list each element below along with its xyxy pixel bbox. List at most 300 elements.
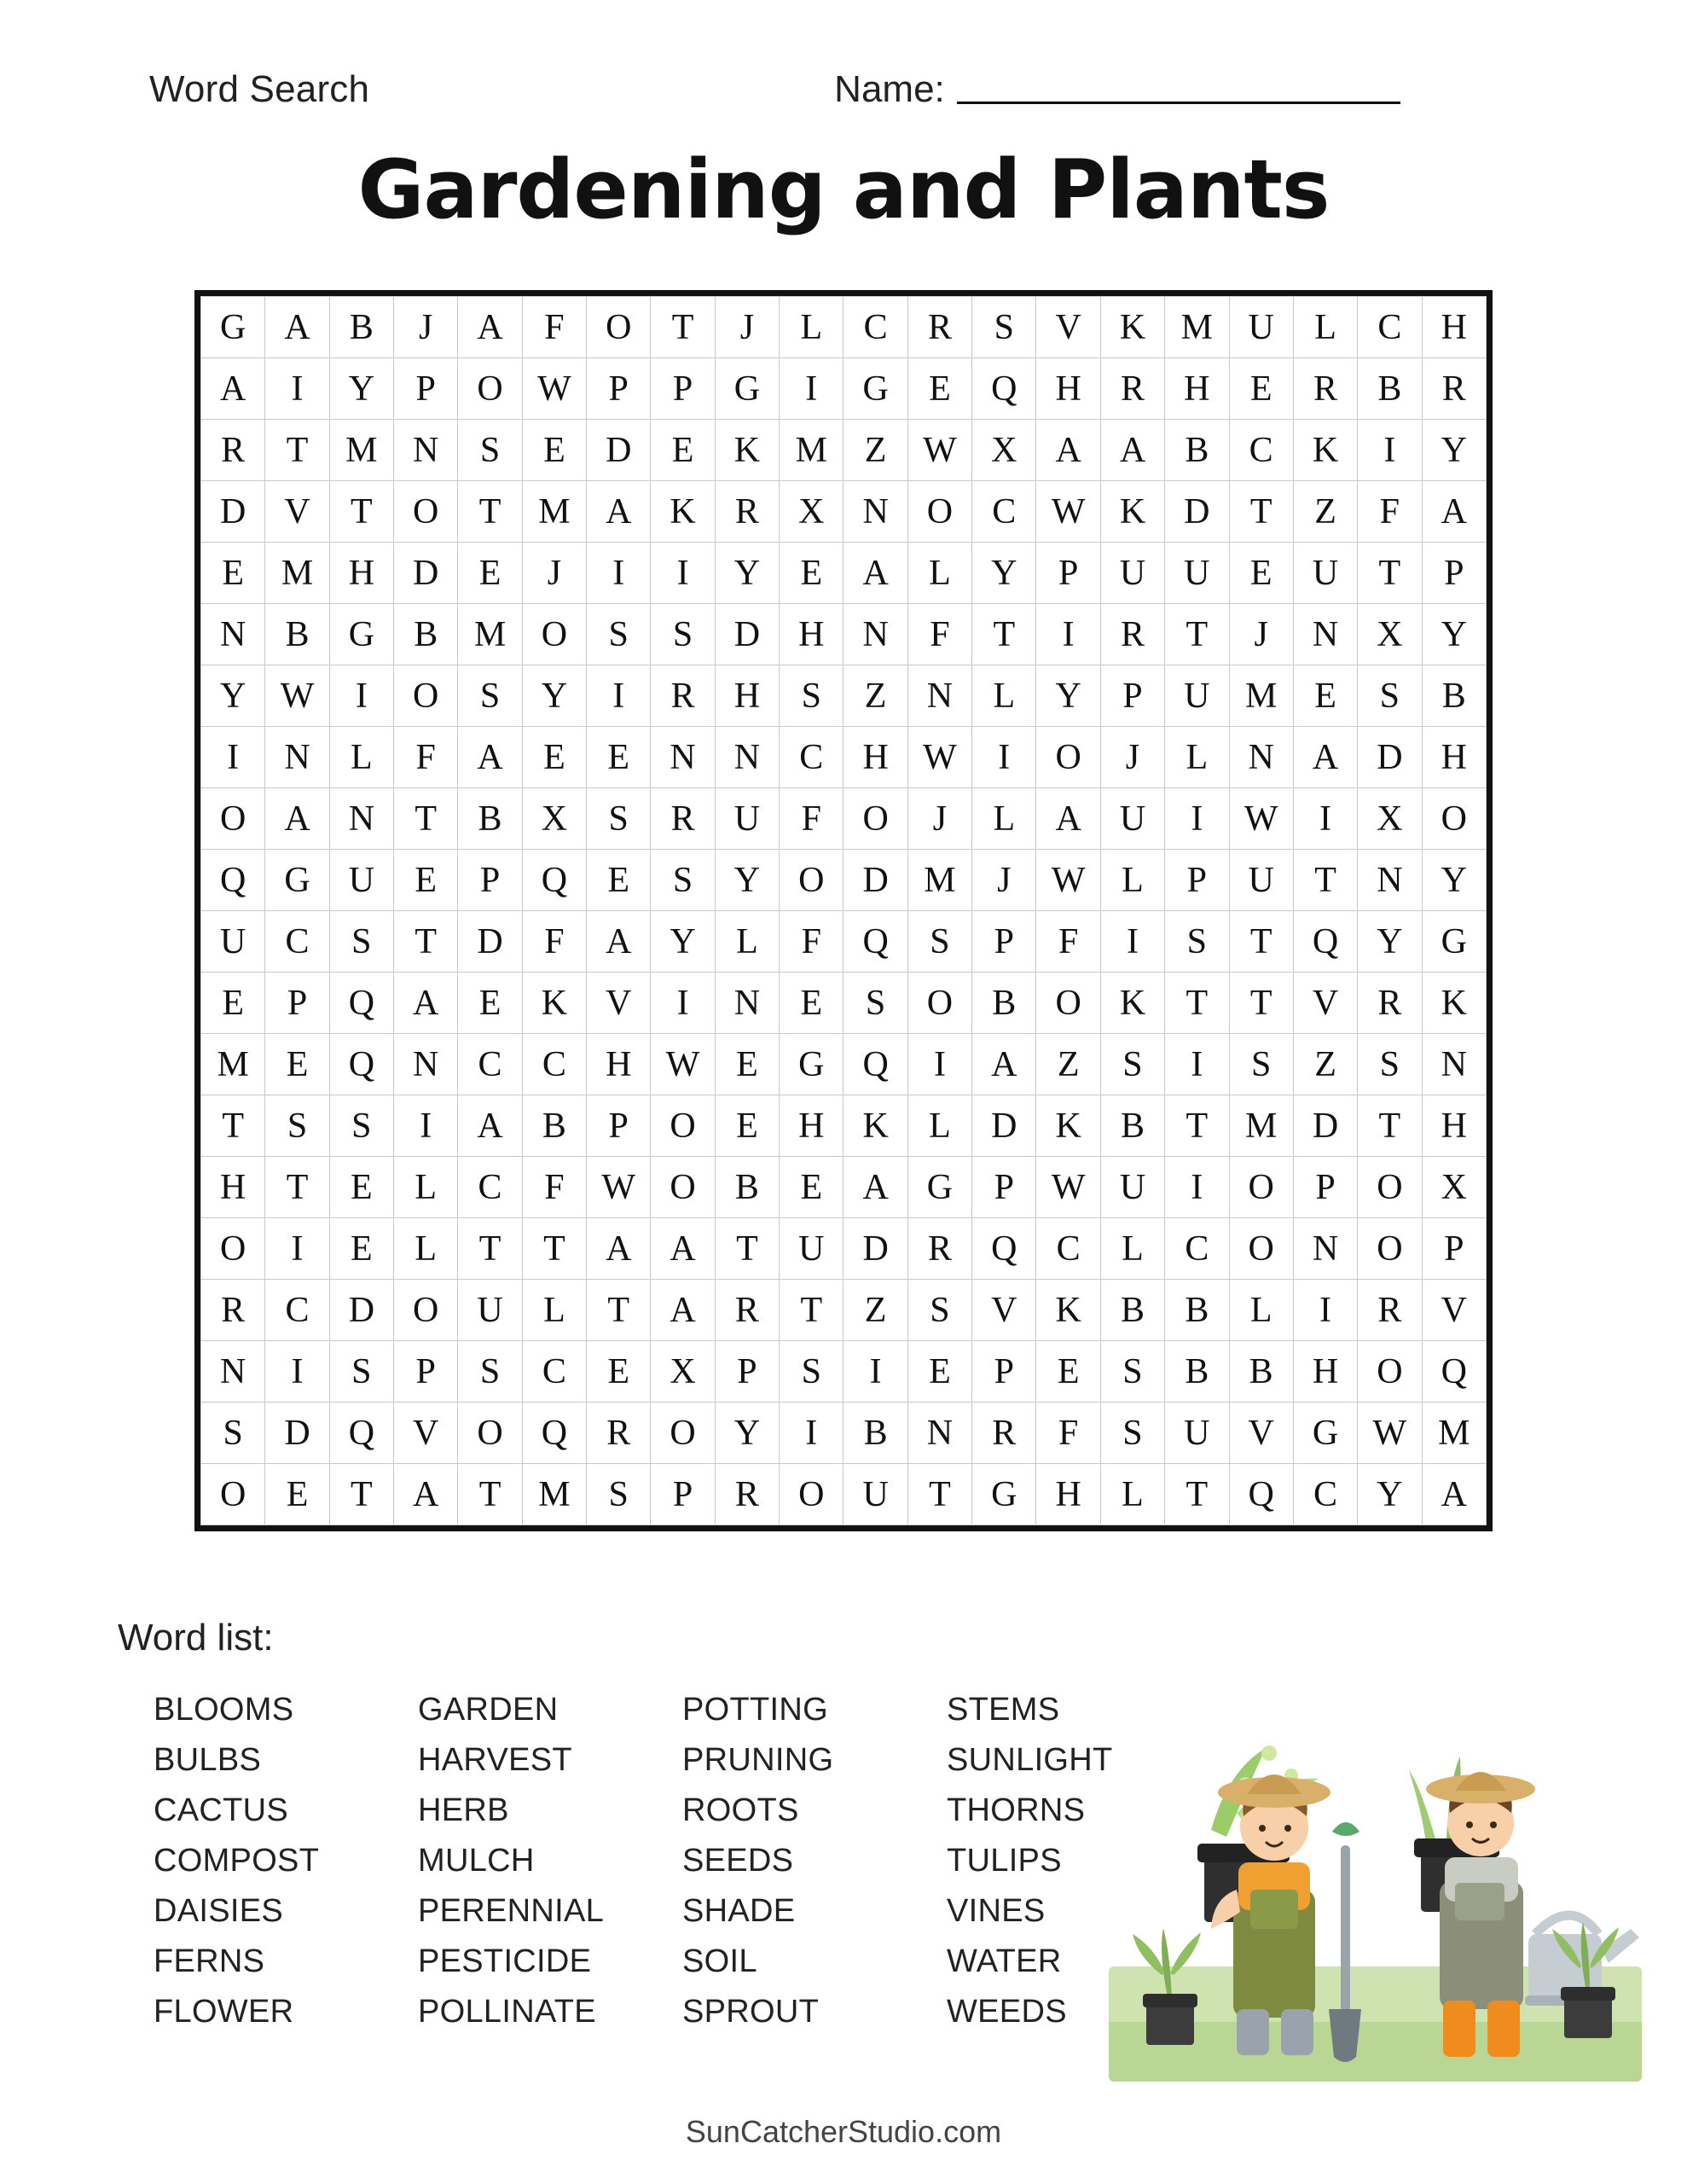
word-list-item[interactable]: FERNS <box>154 1943 265 1979</box>
grid-cell[interactable]: C <box>780 727 844 788</box>
grid-cell[interactable]: V <box>972 1280 1036 1341</box>
grid-cell[interactable]: W <box>1358 1403 1422 1464</box>
grid-cell[interactable]: Z <box>844 1280 907 1341</box>
grid-cell[interactable]: D <box>844 1218 907 1280</box>
grid-cell[interactable]: Y <box>329 358 393 420</box>
grid-cell[interactable]: T <box>651 297 715 358</box>
grid-cell[interactable]: L <box>780 297 844 358</box>
grid-cell[interactable]: T <box>458 1464 522 1525</box>
grid-cell[interactable]: W <box>587 1157 651 1218</box>
grid-cell[interactable]: I <box>394 1095 458 1157</box>
grid-cell[interactable]: O <box>522 604 586 665</box>
grid-cell[interactable]: F <box>1036 1403 1100 1464</box>
grid-cell[interactable]: S <box>587 1464 651 1525</box>
grid-cell[interactable]: S <box>1358 1034 1422 1095</box>
grid-cell[interactable]: C <box>1036 1218 1100 1280</box>
grid-cell[interactable]: M <box>1165 297 1229 358</box>
word-list-item[interactable]: STEMS <box>947 1692 1060 1728</box>
grid-cell[interactable]: P <box>651 358 715 420</box>
grid-cell[interactable]: B <box>1165 420 1229 481</box>
grid-cell[interactable]: D <box>329 1280 393 1341</box>
grid-cell[interactable]: D <box>265 1403 329 1464</box>
grid-cell[interactable]: E <box>201 543 265 604</box>
grid-cell[interactable]: E <box>265 1464 329 1525</box>
grid-cell[interactable]: V <box>1229 1403 1293 1464</box>
grid-cell[interactable]: V <box>1036 297 1100 358</box>
grid-cell[interactable]: A <box>1036 788 1100 850</box>
grid-cell[interactable]: B <box>265 604 329 665</box>
grid-cell[interactable]: Q <box>1229 1464 1293 1525</box>
grid-cell[interactable]: A <box>587 1218 651 1280</box>
grid-cell[interactable]: T <box>458 1218 522 1280</box>
grid-cell[interactable]: W <box>651 1034 715 1095</box>
grid-cell[interactable]: A <box>1422 1464 1486 1525</box>
grid-cell[interactable]: O <box>1358 1218 1422 1280</box>
grid-cell[interactable]: Q <box>1422 1341 1486 1403</box>
word-list-item[interactable]: WATER <box>947 1943 1062 1979</box>
grid-cell[interactable]: V <box>1293 973 1357 1034</box>
grid-cell[interactable]: T <box>1358 1095 1422 1157</box>
grid-cell[interactable]: H <box>715 665 779 727</box>
grid-cell[interactable]: H <box>587 1034 651 1095</box>
grid-cell[interactable]: D <box>458 911 522 973</box>
grid-cell[interactable]: R <box>1100 604 1164 665</box>
grid-cell[interactable]: T <box>394 911 458 973</box>
grid-cell[interactable]: W <box>1036 481 1100 543</box>
grid-cell[interactable]: N <box>844 481 907 543</box>
grid-cell[interactable]: O <box>844 788 907 850</box>
word-list-item[interactable]: SUNLIGHT <box>947 1742 1113 1778</box>
grid-cell[interactable]: I <box>201 727 265 788</box>
grid-cell[interactable]: P <box>265 973 329 1034</box>
grid-cell[interactable]: C <box>1358 297 1422 358</box>
grid-cell[interactable]: I <box>1293 788 1357 850</box>
grid-cell[interactable]: K <box>715 420 779 481</box>
grid-cell[interactable]: E <box>329 1218 393 1280</box>
grid-cell[interactable]: B <box>394 604 458 665</box>
grid-cell[interactable]: B <box>1100 1280 1164 1341</box>
grid-cell[interactable]: W <box>907 727 971 788</box>
grid-cell[interactable]: O <box>907 481 971 543</box>
word-list-item[interactable]: SPROUT <box>682 1994 820 2030</box>
grid-cell[interactable]: E <box>394 850 458 911</box>
grid-cell[interactable]: Y <box>1422 604 1486 665</box>
grid-cell[interactable]: T <box>201 1095 265 1157</box>
grid-cell[interactable]: D <box>1165 481 1229 543</box>
grid-cell[interactable]: F <box>780 788 844 850</box>
grid-cell[interactable]: B <box>1100 1095 1164 1157</box>
grid-cell[interactable]: L <box>907 543 971 604</box>
grid-cell[interactable]: O <box>651 1403 715 1464</box>
grid-cell[interactable]: N <box>1358 850 1422 911</box>
grid-cell[interactable]: I <box>1165 1034 1229 1095</box>
grid-cell[interactable]: N <box>715 973 779 1034</box>
grid-cell[interactable]: G <box>844 358 907 420</box>
grid-cell[interactable]: S <box>1100 1034 1164 1095</box>
grid-cell[interactable]: M <box>458 604 522 665</box>
grid-cell[interactable]: E <box>522 727 586 788</box>
grid-cell[interactable]: Q <box>1293 911 1357 973</box>
grid-cell[interactable]: Q <box>972 358 1036 420</box>
grid-cell[interactable]: X <box>1358 788 1422 850</box>
grid-cell[interactable]: X <box>1358 604 1422 665</box>
word-list-item[interactable]: CACTUS <box>154 1792 289 1828</box>
grid-cell[interactable]: A <box>972 1034 1036 1095</box>
grid-cell[interactable]: B <box>844 1403 907 1464</box>
grid-cell[interactable]: H <box>1422 297 1486 358</box>
grid-cell[interactable]: T <box>1229 481 1293 543</box>
grid-cell[interactable]: B <box>522 1095 586 1157</box>
grid-cell[interactable]: I <box>780 1403 844 1464</box>
grid-cell[interactable]: T <box>329 1464 393 1525</box>
grid-cell[interactable]: X <box>522 788 586 850</box>
grid-cell[interactable]: J <box>972 850 1036 911</box>
grid-cell[interactable]: K <box>1100 973 1164 1034</box>
grid-cell[interactable]: T <box>458 481 522 543</box>
grid-cell[interactable]: L <box>394 1157 458 1218</box>
grid-cell[interactable]: Z <box>844 420 907 481</box>
grid-cell[interactable]: C <box>844 297 907 358</box>
grid-cell[interactable]: B <box>1229 1341 1293 1403</box>
grid-cell[interactable]: Y <box>715 543 779 604</box>
grid-cell[interactable]: C <box>522 1341 586 1403</box>
grid-cell[interactable]: S <box>458 420 522 481</box>
word-list-item[interactable]: MULCH <box>418 1843 535 1879</box>
word-list-item[interactable]: BULBS <box>154 1742 262 1778</box>
grid-cell[interactable]: C <box>458 1034 522 1095</box>
word-list-item[interactable]: FLOWER <box>154 1994 294 2030</box>
grid-cell[interactable]: R <box>907 297 971 358</box>
grid-cell[interactable]: T <box>1165 1095 1229 1157</box>
grid-cell[interactable]: K <box>1100 297 1164 358</box>
grid-cell[interactable]: A <box>265 788 329 850</box>
grid-cell[interactable]: T <box>394 788 458 850</box>
grid-cell[interactable]: O <box>1229 1218 1293 1280</box>
grid-cell[interactable]: H <box>780 1095 844 1157</box>
grid-cell[interactable]: U <box>1229 297 1293 358</box>
grid-cell[interactable]: S <box>972 297 1036 358</box>
grid-cell[interactable]: U <box>844 1464 907 1525</box>
word-list-item[interactable]: PRUNING <box>682 1742 834 1778</box>
grid-cell[interactable]: I <box>651 543 715 604</box>
grid-cell[interactable]: Y <box>651 911 715 973</box>
grid-cell[interactable]: M <box>1229 1095 1293 1157</box>
grid-cell[interactable]: D <box>587 420 651 481</box>
grid-cell[interactable]: S <box>201 1403 265 1464</box>
grid-cell[interactable]: B <box>1422 665 1486 727</box>
grid-cell[interactable]: D <box>201 481 265 543</box>
grid-cell[interactable]: A <box>458 1095 522 1157</box>
grid-cell[interactable]: L <box>522 1280 586 1341</box>
grid-cell[interactable]: F <box>780 911 844 973</box>
grid-cell[interactable]: T <box>780 1280 844 1341</box>
word-list-item[interactable]: PERENNIAL <box>418 1893 605 1929</box>
grid-cell[interactable]: A <box>651 1218 715 1280</box>
grid-cell[interactable]: E <box>780 1157 844 1218</box>
grid-cell[interactable]: I <box>1165 1157 1229 1218</box>
grid-cell[interactable]: S <box>907 911 971 973</box>
grid-cell[interactable]: J <box>907 788 971 850</box>
grid-cell[interactable]: L <box>329 727 393 788</box>
grid-cell[interactable]: L <box>1100 1218 1164 1280</box>
grid-cell[interactable]: M <box>780 420 844 481</box>
grid-cell[interactable]: E <box>907 1341 971 1403</box>
grid-cell[interactable]: V <box>265 481 329 543</box>
grid-cell[interactable]: N <box>329 788 393 850</box>
grid-cell[interactable]: E <box>458 973 522 1034</box>
grid-cell[interactable]: A <box>201 358 265 420</box>
grid-cell[interactable]: E <box>1229 543 1293 604</box>
grid-cell[interactable]: O <box>394 481 458 543</box>
grid-cell[interactable]: L <box>394 1218 458 1280</box>
grid-cell[interactable]: H <box>1036 1464 1100 1525</box>
grid-cell[interactable]: F <box>522 911 586 973</box>
grid-cell[interactable]: E <box>715 1095 779 1157</box>
grid-cell[interactable]: Y <box>1422 850 1486 911</box>
grid-cell[interactable]: J <box>522 543 586 604</box>
grid-cell[interactable]: T <box>265 420 329 481</box>
grid-cell[interactable]: T <box>1165 973 1229 1034</box>
grid-cell[interactable]: R <box>651 788 715 850</box>
grid-cell[interactable]: L <box>1293 297 1357 358</box>
grid-cell[interactable]: C <box>265 911 329 973</box>
grid-cell[interactable]: A <box>265 297 329 358</box>
grid-cell[interactable]: K <box>1036 1280 1100 1341</box>
grid-cell[interactable]: C <box>458 1157 522 1218</box>
grid-cell[interactable]: U <box>1100 1157 1164 1218</box>
grid-cell[interactable]: T <box>1229 973 1293 1034</box>
grid-cell[interactable]: S <box>907 1280 971 1341</box>
grid-cell[interactable]: U <box>1165 1403 1229 1464</box>
grid-cell[interactable]: G <box>780 1034 844 1095</box>
word-list-item[interactable]: SOIL <box>682 1943 757 1979</box>
grid-cell[interactable]: O <box>201 1464 265 1525</box>
grid-cell[interactable]: F <box>522 297 586 358</box>
grid-cell[interactable]: G <box>1422 911 1486 973</box>
grid-cell[interactable]: A <box>844 1157 907 1218</box>
grid-cell[interactable]: N <box>907 665 971 727</box>
grid-cell[interactable]: I <box>844 1341 907 1403</box>
grid-cell[interactable]: N <box>907 1403 971 1464</box>
grid-cell[interactable]: A <box>1422 481 1486 543</box>
grid-cell[interactable]: P <box>1422 543 1486 604</box>
grid-cell[interactable]: L <box>972 665 1036 727</box>
word-list-item[interactable]: SEEDS <box>682 1843 794 1879</box>
grid-cell[interactable]: T <box>587 1280 651 1341</box>
grid-cell[interactable]: S <box>1229 1034 1293 1095</box>
grid-cell[interactable]: P <box>394 358 458 420</box>
grid-cell[interactable]: B <box>1165 1341 1229 1403</box>
grid-cell[interactable]: S <box>1358 665 1422 727</box>
grid-cell[interactable]: J <box>1229 604 1293 665</box>
word-list-item[interactable]: ROOTS <box>682 1792 799 1828</box>
grid-cell[interactable]: O <box>1036 727 1100 788</box>
grid-cell[interactable]: Y <box>1358 911 1422 973</box>
grid-cell[interactable]: U <box>458 1280 522 1341</box>
grid-cell[interactable]: E <box>522 420 586 481</box>
grid-cell[interactable]: P <box>972 1341 1036 1403</box>
grid-cell[interactable]: T <box>1293 850 1357 911</box>
grid-cell[interactable]: R <box>201 420 265 481</box>
grid-cell[interactable]: P <box>1100 665 1164 727</box>
grid-cell[interactable]: Y <box>972 543 1036 604</box>
grid-cell[interactable]: Y <box>201 665 265 727</box>
grid-cell[interactable]: F <box>907 604 971 665</box>
grid-cell[interactable]: U <box>780 1218 844 1280</box>
grid-cell[interactable]: E <box>907 358 971 420</box>
grid-cell[interactable]: U <box>1165 543 1229 604</box>
grid-cell[interactable]: P <box>394 1341 458 1403</box>
grid-cell[interactable]: A <box>394 973 458 1034</box>
grid-cell[interactable]: I <box>329 665 393 727</box>
grid-cell[interactable]: P <box>1422 1218 1486 1280</box>
grid-cell[interactable]: B <box>972 973 1036 1034</box>
grid-cell[interactable]: V <box>587 973 651 1034</box>
grid-cell[interactable]: O <box>651 1157 715 1218</box>
grid-cell[interactable]: E <box>587 727 651 788</box>
grid-cell[interactable]: Y <box>1358 1464 1422 1525</box>
grid-cell[interactable]: L <box>972 788 1036 850</box>
grid-cell[interactable]: Y <box>715 850 779 911</box>
grid-cell[interactable]: B <box>715 1157 779 1218</box>
grid-cell[interactable]: H <box>1422 727 1486 788</box>
grid-cell[interactable]: E <box>329 1157 393 1218</box>
grid-cell[interactable]: E <box>201 973 265 1034</box>
grid-cell[interactable]: E <box>458 543 522 604</box>
name-input-line[interactable] <box>957 102 1400 104</box>
grid-cell[interactable]: T <box>972 604 1036 665</box>
grid-cell[interactable]: A <box>651 1280 715 1341</box>
grid-cell[interactable]: P <box>715 1341 779 1403</box>
grid-cell[interactable]: C <box>1293 1464 1357 1525</box>
grid-cell[interactable]: T <box>907 1464 971 1525</box>
grid-cell[interactable]: O <box>1358 1341 1422 1403</box>
grid-cell[interactable]: G <box>715 358 779 420</box>
grid-cell[interactable]: L <box>1100 850 1164 911</box>
grid-cell[interactable]: K <box>1422 973 1486 1034</box>
grid-cell[interactable]: X <box>1422 1157 1486 1218</box>
grid-cell[interactable]: F <box>522 1157 586 1218</box>
grid-cell[interactable]: H <box>844 727 907 788</box>
grid-cell[interactable]: R <box>715 1464 779 1525</box>
grid-cell[interactable]: I <box>265 358 329 420</box>
grid-cell[interactable]: I <box>587 543 651 604</box>
grid-cell[interactable]: U <box>201 911 265 973</box>
grid-cell[interactable]: Q <box>329 1403 393 1464</box>
grid-cell[interactable]: R <box>1358 973 1422 1034</box>
grid-cell[interactable]: I <box>907 1034 971 1095</box>
grid-cell[interactable]: U <box>329 850 393 911</box>
grid-cell[interactable]: P <box>1036 543 1100 604</box>
grid-cell[interactable]: A <box>1293 727 1357 788</box>
grid-cell[interactable]: K <box>1100 481 1164 543</box>
grid-cell[interactable]: S <box>587 604 651 665</box>
grid-cell[interactable]: N <box>201 1341 265 1403</box>
grid-cell[interactable]: S <box>265 1095 329 1157</box>
grid-cell[interactable]: O <box>1422 788 1486 850</box>
grid-cell[interactable]: I <box>1293 1280 1357 1341</box>
grid-cell[interactable]: A <box>844 543 907 604</box>
grid-cell[interactable]: T <box>715 1218 779 1280</box>
grid-cell[interactable]: O <box>394 1280 458 1341</box>
grid-cell[interactable]: H <box>329 543 393 604</box>
grid-cell[interactable]: N <box>844 604 907 665</box>
grid-cell[interactable]: E <box>587 850 651 911</box>
grid-cell[interactable]: M <box>522 1464 586 1525</box>
grid-cell[interactable]: Q <box>844 1034 907 1095</box>
grid-cell[interactable]: F <box>1358 481 1422 543</box>
grid-cell[interactable]: F <box>1036 911 1100 973</box>
grid-cell[interactable]: K <box>522 973 586 1034</box>
grid-cell[interactable]: R <box>1358 1280 1422 1341</box>
grid-cell[interactable]: S <box>329 911 393 973</box>
grid-cell[interactable]: Y <box>1036 665 1100 727</box>
grid-cell[interactable]: M <box>201 1034 265 1095</box>
grid-cell[interactable]: O <box>394 665 458 727</box>
grid-cell[interactable]: I <box>651 973 715 1034</box>
grid-cell[interactable]: O <box>458 1403 522 1464</box>
grid-cell[interactable]: U <box>1229 850 1293 911</box>
grid-cell[interactable]: T <box>265 1157 329 1218</box>
word-list-item[interactable]: GARDEN <box>418 1692 559 1728</box>
grid-cell[interactable]: M <box>522 481 586 543</box>
grid-cell[interactable]: I <box>780 358 844 420</box>
grid-cell[interactable]: O <box>1358 1157 1422 1218</box>
grid-cell[interactable]: Y <box>522 665 586 727</box>
grid-cell[interactable]: O <box>780 850 844 911</box>
grid-cell[interactable]: G <box>201 297 265 358</box>
grid-cell[interactable]: O <box>651 1095 715 1157</box>
grid-cell[interactable]: P <box>651 1464 715 1525</box>
grid-cell[interactable]: S <box>329 1341 393 1403</box>
word-list-item[interactable]: HERB <box>418 1792 509 1828</box>
grid-cell[interactable]: S <box>651 850 715 911</box>
grid-cell[interactable]: Q <box>844 911 907 973</box>
grid-cell[interactable]: B <box>329 297 393 358</box>
grid-cell[interactable]: C <box>972 481 1036 543</box>
grid-cell[interactable]: L <box>1100 1464 1164 1525</box>
grid-cell[interactable]: U <box>1165 665 1229 727</box>
grid-cell[interactable]: I <box>972 727 1036 788</box>
grid-cell[interactable]: S <box>458 1341 522 1403</box>
grid-cell[interactable]: M <box>1422 1403 1486 1464</box>
grid-cell[interactable]: W <box>907 420 971 481</box>
grid-cell[interactable]: M <box>1229 665 1293 727</box>
grid-cell[interactable]: P <box>587 1095 651 1157</box>
grid-cell[interactable]: U <box>715 788 779 850</box>
grid-cell[interactable]: T <box>1229 911 1293 973</box>
grid-cell[interactable]: J <box>1100 727 1164 788</box>
grid-cell[interactable]: O <box>587 297 651 358</box>
grid-cell[interactable]: R <box>587 1403 651 1464</box>
grid-cell[interactable]: I <box>1100 911 1164 973</box>
grid-cell[interactable]: E <box>587 1341 651 1403</box>
grid-cell[interactable]: D <box>1293 1095 1357 1157</box>
word-list-item[interactable]: POTTING <box>682 1692 828 1728</box>
grid-cell[interactable]: D <box>394 543 458 604</box>
grid-cell[interactable]: U <box>1293 543 1357 604</box>
grid-cell[interactable]: A <box>1100 420 1164 481</box>
grid-cell[interactable]: S <box>458 665 522 727</box>
grid-cell[interactable]: O <box>458 358 522 420</box>
word-list-item[interactable]: COMPOST <box>154 1843 320 1879</box>
grid-cell[interactable]: Y <box>1422 420 1486 481</box>
grid-cell[interactable]: O <box>907 973 971 1034</box>
grid-cell[interactable]: R <box>1422 358 1486 420</box>
grid-cell[interactable]: O <box>201 788 265 850</box>
grid-cell[interactable]: K <box>844 1095 907 1157</box>
grid-cell[interactable]: A <box>458 297 522 358</box>
